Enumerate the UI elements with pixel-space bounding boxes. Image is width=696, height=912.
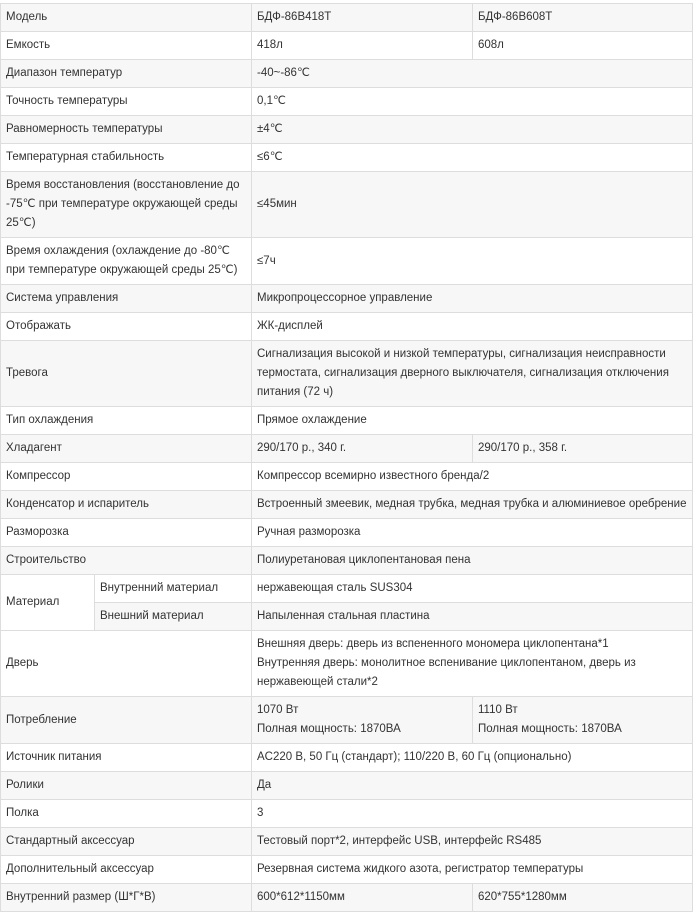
spec-table (0, 3, 693, 912)
row-value: Да (252, 772, 693, 800)
row-label: Система управления (1, 285, 252, 313)
inner-size-1: 600*612*1150мм (252, 884, 473, 912)
consumption-1 (252, 697, 473, 744)
table-row (1, 884, 693, 912)
model-1: БДФ-86В418Т (252, 4, 473, 32)
refrigerant-2: 290/170 р., 358 г. (473, 435, 693, 463)
row-label: Источник питания (1, 744, 252, 772)
row-label: Отображать (1, 313, 252, 341)
row-value: Прямое охлаждение (252, 407, 693, 435)
refrigerant-1: 290/170 р., 340 г. (252, 435, 473, 463)
table-row (1, 463, 693, 491)
row-label: Разморозка (1, 519, 252, 547)
row-value: AC220 В, 50 Гц (стандарт); 110/220 В, 60 Гц (опционально) (252, 744, 693, 772)
row-label: Строительство (1, 547, 252, 575)
table-row (1, 238, 693, 285)
row-label: Диапазон температур (1, 60, 252, 88)
row-value: ±4℃ (252, 116, 693, 144)
row-value: Резервная система жидкого азота, регистратор температуры (252, 856, 693, 884)
row-label: Дополнительный аксессуар (1, 856, 252, 884)
table-row (1, 744, 693, 772)
table-row (1, 800, 693, 828)
capacity-1: 418л (252, 32, 473, 60)
sub-label: Внешний материал (95, 603, 252, 631)
row-value (252, 631, 693, 697)
table-row (1, 32, 693, 60)
table-row (1, 144, 693, 172)
table-row (1, 828, 693, 856)
table-row (1, 88, 693, 116)
row-value: Полиуретановая циклопентановая пена (252, 547, 693, 575)
row-label: Стандартный аксессуар (1, 828, 252, 856)
table-row (1, 60, 693, 88)
row-value: Встроенный змеевик, медная трубка, медная трубка и алюминиевое оребрение (252, 491, 693, 519)
row-value: ≤7ч (252, 238, 693, 285)
power-full: Полная мощность: 1870ВА (257, 723, 401, 735)
row-label: Тревога (1, 341, 252, 407)
row-label: Точность температуры (1, 88, 252, 116)
row-value: ≤45мин (252, 172, 693, 238)
row-label: Время восстановления (восстановление до -75℃ при температуре окружающей среды 25℃) (1, 172, 252, 238)
row-label: Тип охлаждения (1, 407, 252, 435)
door-outer: Внешняя дверь: дверь из вспененного мономера циклопентана*1 (257, 638, 609, 650)
row-label: Материал (1, 575, 95, 631)
row-value: Тестовый порт*2, интерфейс USB, интерфейс RS485 (252, 828, 693, 856)
table-row (1, 575, 693, 603)
row-value: Сигнализация высокой и низкой температуры, сигнализация неисправности термостата, сигнализация дверного выключателя, сигнализация отключения питания (72 ч) (252, 341, 693, 407)
row-value: Компрессор всемирно известного бренда/2 (252, 463, 693, 491)
row-label: Потребление (1, 697, 252, 744)
row-label: Полка (1, 800, 252, 828)
table-row (1, 547, 693, 575)
row-label: Конденсатор и испаритель (1, 491, 252, 519)
table-row (1, 172, 693, 238)
table-row (1, 631, 693, 697)
table-row (1, 116, 693, 144)
power-full: Полная мощность: 1870ВА (478, 723, 622, 735)
table-row (1, 4, 693, 32)
table-row (1, 285, 693, 313)
table-row (1, 341, 693, 407)
row-label: Температурная стабильность (1, 144, 252, 172)
table-row (1, 519, 693, 547)
table-row (1, 491, 693, 519)
row-value: Напыленная стальная пластина (252, 603, 693, 631)
power-watts: 1110 Вт (478, 704, 518, 716)
table-row (1, 772, 693, 800)
row-label: Емкость (1, 32, 252, 60)
inner-size-2: 620*755*1280мм (473, 884, 693, 912)
door-inner: Внутренняя дверь: монолитное вспенивание циклопентаном, дверь из нержавеющей стали*2 (257, 657, 636, 688)
row-label: Время охлаждения (охлаждение до -80℃ при температуре окружающей среды 25℃) (1, 238, 252, 285)
row-label: Внутренний размер (Ш*Г*В) (1, 884, 252, 912)
table-row (1, 407, 693, 435)
row-value: нержавеющая сталь SUS304 (252, 575, 693, 603)
row-value: Микропроцессорное управление (252, 285, 693, 313)
table-row (1, 313, 693, 341)
table-row (1, 435, 693, 463)
row-value: Ручная разморозка (252, 519, 693, 547)
row-label: Дверь (1, 631, 252, 697)
row-value: ЖК-дисплей (252, 313, 693, 341)
table-row (1, 603, 693, 631)
row-value: ≤6℃ (252, 144, 693, 172)
power-watts: 1070 Вт (257, 704, 299, 716)
row-label: Хладагент (1, 435, 252, 463)
row-value: 0,1℃ (252, 88, 693, 116)
row-label: Компрессор (1, 463, 252, 491)
row-value: 3 (252, 800, 693, 828)
consumption-2 (473, 697, 693, 744)
model-2: БДФ-86В608Т (473, 4, 693, 32)
table-row (1, 856, 693, 884)
sub-label: Внутренний материал (95, 575, 252, 603)
row-value: -40~-86℃ (252, 60, 693, 88)
row-label: Равномерность температуры (1, 116, 252, 144)
row-label: Модель (1, 4, 252, 32)
capacity-2: 608л (473, 32, 693, 60)
row-label: Ролики (1, 772, 252, 800)
table-row (1, 697, 693, 744)
